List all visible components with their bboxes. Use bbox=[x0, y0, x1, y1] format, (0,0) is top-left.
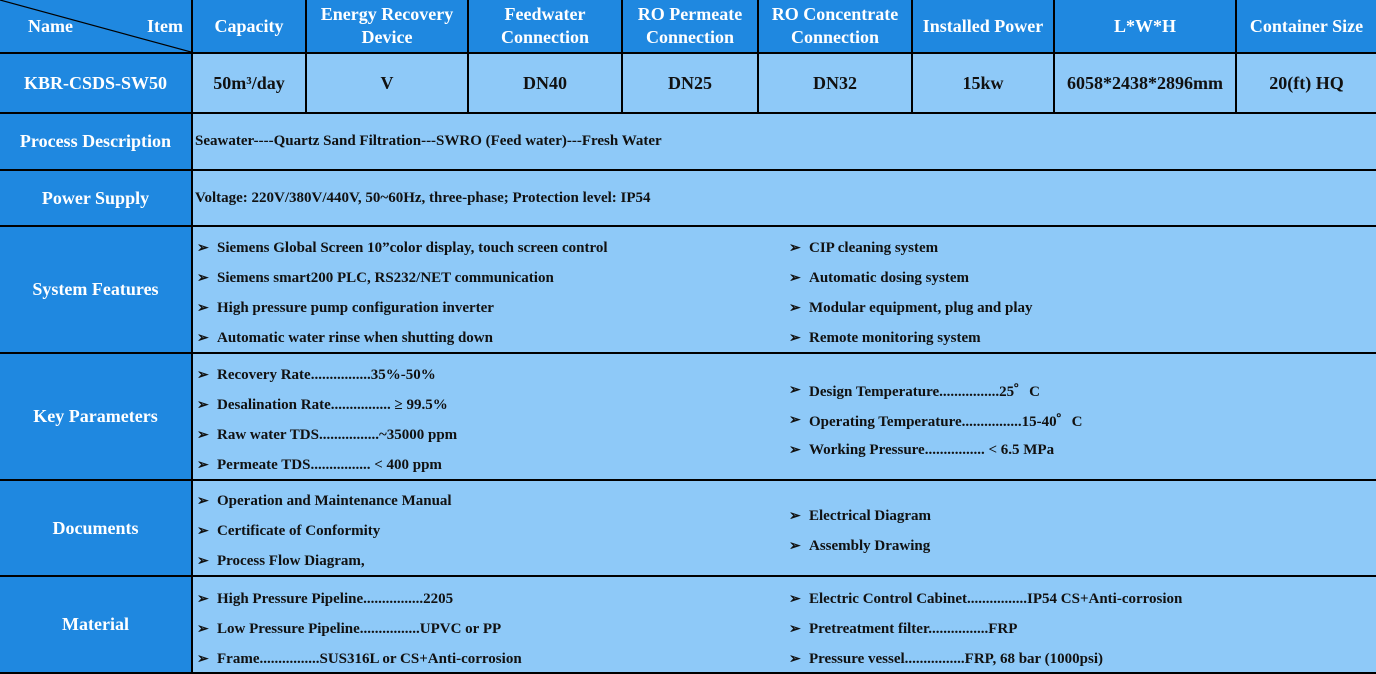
list-item: ➢ Permeate TDS................ < 400 ppm bbox=[193, 450, 457, 480]
list-item: ➢ Recovery Rate................35%-50% bbox=[193, 360, 457, 390]
header-installed-power: Installed Power bbox=[913, 0, 1053, 52]
header-capacity: Capacity bbox=[193, 0, 305, 52]
documents-right-list bbox=[785, 501, 931, 561]
list-item: ➢ High pressure pump configuration inverter bbox=[193, 293, 608, 323]
features-right-list bbox=[785, 233, 1033, 353]
header-ro-permeate-connection: RO Permeate Connection bbox=[623, 0, 757, 52]
arrowhead-bullet-icon: ➢ bbox=[197, 651, 209, 667]
arrowhead-bullet-icon: ➢ bbox=[197, 427, 209, 443]
list-item: ➢ High Pressure Pipeline................2205 bbox=[193, 584, 522, 614]
header-energy-recovery-device: Energy Recovery Device bbox=[307, 0, 467, 52]
value-dimensions: 6058*2438*2896mm bbox=[1055, 54, 1235, 112]
arrowhead-bullet-icon: ➢ bbox=[789, 508, 801, 524]
header-feedwater-connection: Feedwater Connection bbox=[469, 0, 621, 52]
list-item: ➢ Desalination Rate................ ≥ 99.5% bbox=[193, 390, 457, 420]
corner-name-label: Name bbox=[28, 16, 73, 36]
list-item: ➢ Raw water TDS................~35000 ppm bbox=[193, 420, 457, 450]
list-item: ➢ Siemens smart200 PLC, RS232/NET communication bbox=[193, 263, 608, 293]
value-installed-power: 15kw bbox=[913, 54, 1053, 112]
arrowhead-bullet-icon: ➢ bbox=[197, 553, 209, 569]
list-item: ➢ Remote monitoring system bbox=[785, 323, 1033, 353]
arrowhead-bullet-icon: ➢ bbox=[789, 412, 801, 428]
list-item: ➢ Frame................SUS316L or CS+Anti-corrosion bbox=[193, 644, 522, 674]
list-item: ➢ Assembly Drawing bbox=[785, 531, 931, 561]
corner-item-label: Item bbox=[147, 16, 183, 36]
list-item: ➢ Certificate of Conformity bbox=[193, 516, 452, 546]
list-item: ➢ Electric Control Cabinet................IP54 CS+Anti-corrosion bbox=[785, 584, 1182, 614]
arrowhead-bullet-icon: ➢ bbox=[197, 457, 209, 473]
model-name-cell: KBR-CSDS-SW50 bbox=[0, 54, 191, 112]
header-ro-concentrate-connection: RO Concentrate Connection bbox=[759, 0, 911, 52]
arrowhead-bullet-icon: ➢ bbox=[197, 367, 209, 383]
list-item: ➢ Operating Temperature................15-40゜C bbox=[785, 405, 1082, 435]
value-ro-permeate-connection: DN25 bbox=[623, 54, 757, 112]
power-supply-text: Voltage: 220V/380V/440V, 50~60Hz, three-phase; Protection level: IP54 bbox=[193, 171, 1376, 225]
list-item: ➢ Pressure vessel................FRP, 68 bar (1000psi) bbox=[785, 644, 1182, 674]
material-label: Material bbox=[0, 577, 191, 672]
list-item: ➢ Electrical Diagram bbox=[785, 501, 931, 531]
key-parameters-content bbox=[193, 354, 1376, 479]
list-item: ➢ Working Pressure................ < 6.5 MPa bbox=[785, 435, 1082, 465]
list-item: ➢ Process Flow Diagram, bbox=[193, 546, 452, 576]
power-supply-label: Power Supply bbox=[0, 171, 191, 225]
arrowhead-bullet-icon: ➢ bbox=[789, 538, 801, 554]
arrowhead-bullet-icon: ➢ bbox=[789, 621, 801, 637]
header-container-size: Container Size bbox=[1237, 0, 1376, 52]
process-description-text: Seawater----Quartz Sand Filtration---SWRO (Feed water)---Fresh Water bbox=[193, 114, 1376, 169]
value-energy-recovery-device: V bbox=[307, 54, 467, 112]
arrowhead-bullet-icon: ➢ bbox=[197, 240, 209, 256]
material-left-list bbox=[193, 584, 522, 674]
arrowhead-bullet-icon: ➢ bbox=[789, 382, 801, 398]
arrowhead-bullet-icon: ➢ bbox=[789, 300, 801, 316]
arrowhead-bullet-icon: ➢ bbox=[197, 397, 209, 413]
list-item: ➢ Pretreatment filter................FRP bbox=[785, 614, 1182, 644]
documents-content bbox=[193, 481, 1376, 575]
arrowhead-bullet-icon: ➢ bbox=[197, 493, 209, 509]
arrowhead-bullet-icon: ➢ bbox=[789, 330, 801, 346]
list-item: ➢ Low Pressure Pipeline................UPVC or PP bbox=[193, 614, 522, 644]
features-left-list bbox=[193, 233, 608, 353]
system-features-content bbox=[193, 227, 1376, 352]
header-dimensions: L*W*H bbox=[1055, 0, 1235, 52]
list-item: ➢ Automatic dosing system bbox=[785, 263, 1033, 293]
arrowhead-bullet-icon: ➢ bbox=[197, 523, 209, 539]
parameters-right-list bbox=[785, 375, 1082, 465]
key-parameters-label: Key Parameters bbox=[0, 354, 191, 479]
list-item: ➢ Design Temperature................25゜C bbox=[785, 375, 1082, 405]
arrowhead-bullet-icon: ➢ bbox=[197, 300, 209, 316]
value-ro-concentrate-connection: DN32 bbox=[759, 54, 911, 112]
list-item: ➢ Operation and Maintenance Manual bbox=[193, 486, 452, 516]
list-item: ➢ Automatic water rinse when shutting down bbox=[193, 323, 608, 353]
value-container-size: 20(ft) HQ bbox=[1237, 54, 1376, 112]
arrowhead-bullet-icon: ➢ bbox=[789, 591, 801, 607]
value-feedwater-connection: DN40 bbox=[469, 54, 621, 112]
list-item: ➢ Siemens Global Screen 10”color display, touch screen control bbox=[193, 233, 608, 263]
material-right-list bbox=[785, 584, 1182, 674]
arrowhead-bullet-icon: ➢ bbox=[789, 651, 801, 667]
arrowhead-bullet-icon: ➢ bbox=[197, 591, 209, 607]
process-description-label: Process Description bbox=[0, 114, 191, 169]
arrowhead-bullet-icon: ➢ bbox=[789, 270, 801, 286]
arrowhead-bullet-icon: ➢ bbox=[789, 240, 801, 256]
list-item: ➢ Modular equipment, plug and play bbox=[785, 293, 1033, 323]
parameters-left-list bbox=[193, 360, 457, 480]
arrowhead-bullet-icon: ➢ bbox=[789, 442, 801, 458]
documents-label: Documents bbox=[0, 481, 191, 575]
list-item: ➢ CIP cleaning system bbox=[785, 233, 1033, 263]
arrowhead-bullet-icon: ➢ bbox=[197, 621, 209, 637]
corner-header-cell bbox=[0, 0, 191, 52]
system-features-label: System Features bbox=[0, 227, 191, 352]
value-capacity: 50m³/day bbox=[193, 54, 305, 112]
documents-left-list bbox=[193, 486, 452, 576]
arrowhead-bullet-icon: ➢ bbox=[197, 270, 209, 286]
material-content bbox=[193, 577, 1376, 672]
arrowhead-bullet-icon: ➢ bbox=[197, 330, 209, 346]
